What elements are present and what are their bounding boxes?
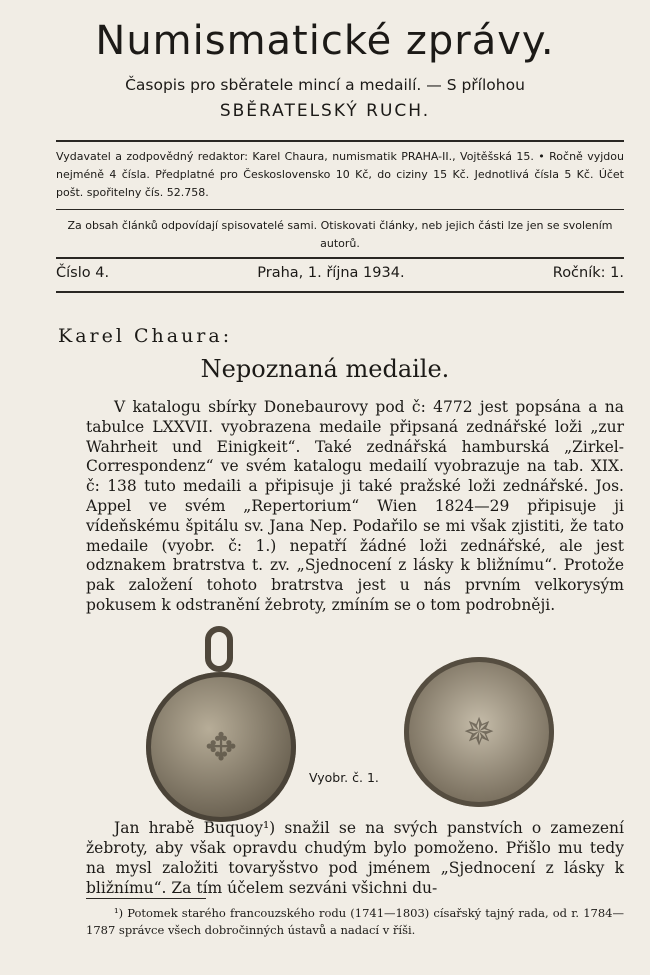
article-paragraph-1: V katalogu sbírky Donebaurovy pod č: 4772 jest popsána a na tabulce LXXVII. vyobrazena medaile připsaná zednářské loži „zur Wahrheit und Einigkeit“. Také zednářská hamburská „Zirkel-Correspondenz“ ve svém katalogu medailí vyobrazuje na tab. XIX. č: 138 tuto medaili a připisuje ji také pražské loži zednářské. Jos. Appel ve svém „Repertorium“ Wien 1824—29 připisuje ji vídeňskému špitálu sv. Jana Nep. Podařilo se mi však zjistiti, že tato medaile (vyobr. č: 1.) nepatří žádné loži zednářské, ale jest odznakem bratrstva t. zv. „Sjednocení z lásky k bližnímu“. Protože pak založení tohoto bratrstva jest u nás prvním velkorysým pokusem k odstranění žebroty, zmíním se o tom podrobněji. — [86, 398, 624, 614]
content-note: Za obsah článků odpovídají spisovatelé sami. Otiskovati články, neb jejich části lze jen se svolením autorů. — [67, 219, 613, 250]
header-rule — [56, 140, 624, 142]
article-title: Nepoznaná medaile. — [200, 355, 450, 383]
journal-title: Numismatické zprávy. — [95, 18, 555, 64]
footnote — [86, 905, 624, 939]
issue-number: Číslo 4. — [56, 265, 110, 281]
figure-caption: Vyobr. č. 1. — [309, 770, 379, 785]
article-paragraph-2: Jan hrabě Buquoy¹) snažil se na svých panstvích o zamezení žebroty, aby však opravdu chudým bylo pomoženo. Přišlo mu tedy na mysl založiti tovaryšstvo pod jménem „Sjednocení z lásky k bližnímu“. Za tím účelem sezváni všichni du- — [86, 819, 624, 897]
handshake-icon: ✵ — [463, 710, 495, 754]
supplement-name: SBĚRATELSKÝ RUCH. — [219, 101, 431, 121]
article-author: Karel Chaura: — [58, 325, 233, 347]
publisher-info: Vydavatel a zodpovědný redaktor: Karel Chaura, numismatik PRAHA-II., Vojtěšská 15. • Ročně vyjdou nejméně 4 čísla. Předplatné pro Československo 10 Kč, do ciziny 15 Kč. Jednotlivá čísla 5 Kč. Účet pošt. spořitelny čís. 52.758. — [56, 150, 624, 199]
footnote-rule — [86, 898, 206, 899]
medal-obverse-image — [146, 672, 296, 822]
issue-rule-top — [56, 257, 624, 259]
article-body-continued — [86, 818, 624, 898]
journal-subtitle: Časopis pro sběratele mincí a medailí. — S přílohou — [125, 76, 525, 94]
issue-line — [56, 265, 624, 281]
medal-loop — [205, 626, 233, 672]
footnote-text: ¹) Potomek starého francouzského rodu (1741—1803) císařský tajný rada, od r. 1784—1787 správce všech dobročinných ústavů a nadací v říši. — [86, 906, 624, 937]
issue-date: Praha, 1. října 1934. — [257, 265, 405, 281]
article-body — [86, 398, 624, 616]
figures-icon: ✥ — [205, 725, 237, 769]
info-rule — [56, 209, 624, 210]
issue-rule-bottom — [56, 291, 624, 293]
issue-volume: Ročník: 1. — [552, 265, 624, 281]
medal-reverse-image — [404, 657, 554, 807]
